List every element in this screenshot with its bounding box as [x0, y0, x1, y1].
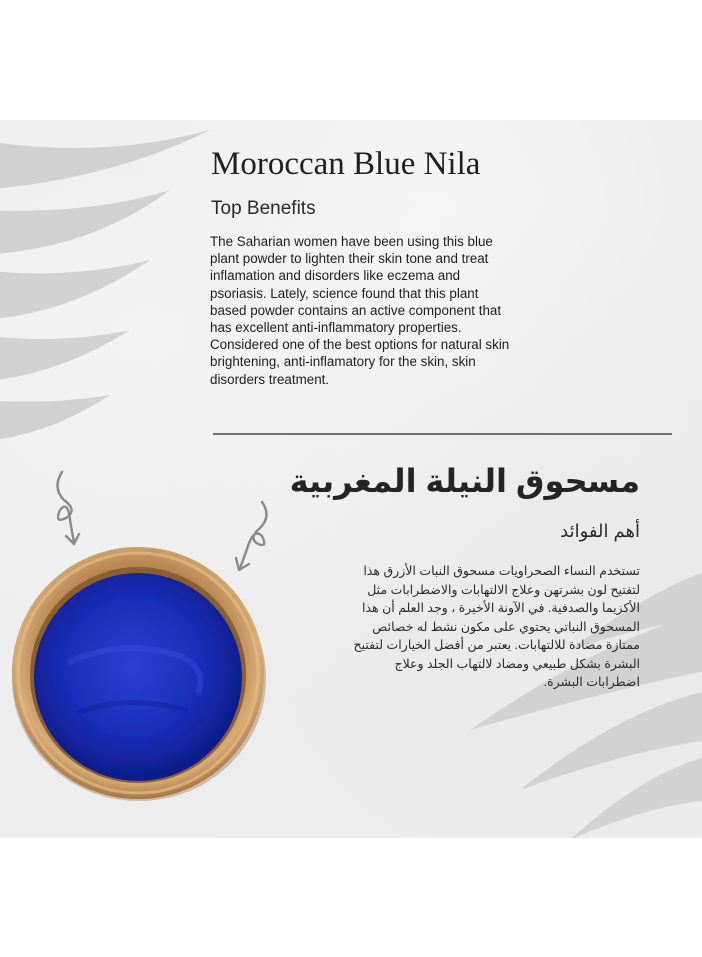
benefits-description: The Saharian women have been using this blue plant powder to lighten their skin tone and treat inflamation and disorders like eczema and psoriasis. Lately, science found that this plant based powder contains an active component that has excellent anti-inflammatory properties. Considered one of the best options for natural skin brightening, anti-inflamatory for the skin, skin disorders treatment. — [210, 234, 510, 387]
benefits-description-arabic: تستخدم النساء الصحراويات مسحوق النبات الأزرق هذا لتفتيح لون بشرتهن وعلاج الالتهابات والاضطرابات مثل الأكزيما والصدفية. في الآونة الأخيرة ، وجد العلم أن هذا المسحوق النباتي يحتوي على مكون نشط له خصائص ممتازة مضادة للالتهابات. يعتبر من أفضل الخيارات لتفتيح البشرة بشكل طبيعي ومضاد لالتهاب الجلد وعلاج اضطرابات البشرة. — [353, 564, 640, 689]
product-title-arabic: مسحوق النيلة المغربية — [289, 463, 640, 499]
product-title: Moroccan Blue Nila — [211, 146, 481, 182]
benefits-subtitle: Top Benefits — [211, 198, 316, 219]
benefits-subtitle-arabic: أهم الفوائد — [560, 521, 640, 541]
powder-bowl-image — [8, 543, 270, 805]
fern-shadow-left — [0, 120, 240, 480]
section-divider — [213, 433, 672, 435]
curly-arrow-icon — [48, 470, 88, 550]
